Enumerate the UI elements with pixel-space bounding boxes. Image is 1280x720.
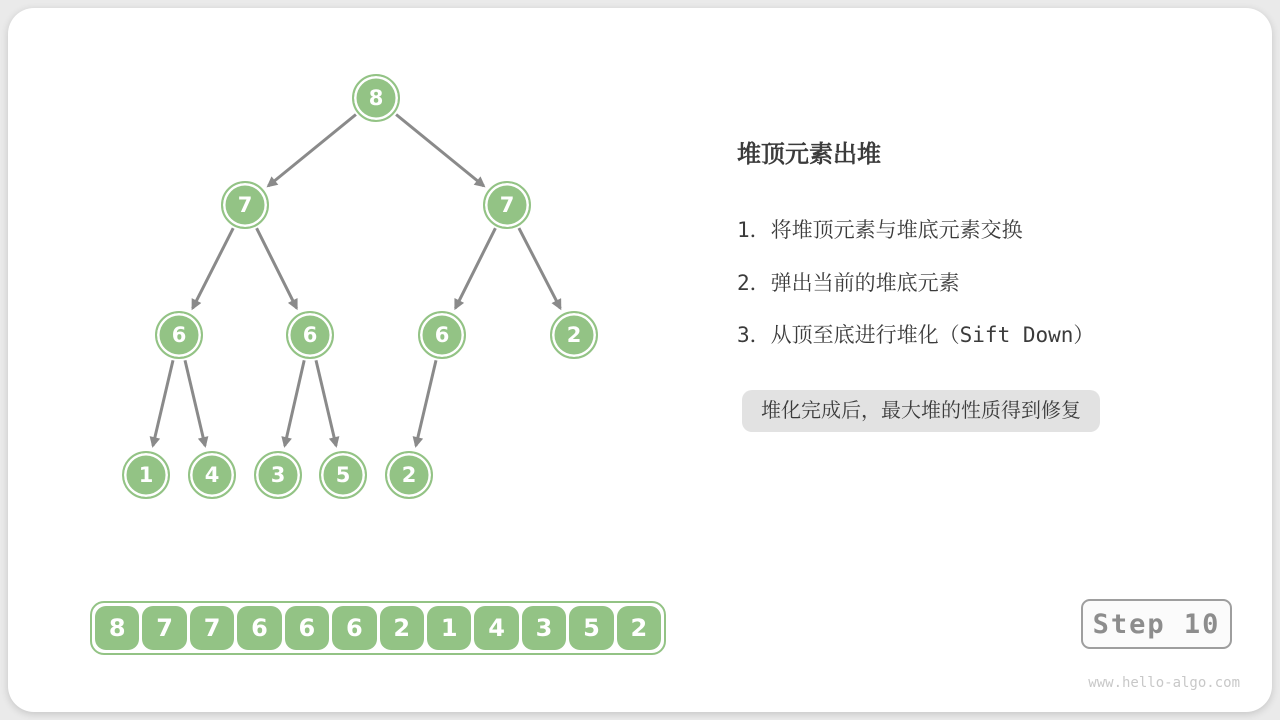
tree-node [221, 181, 269, 229]
tree-edge [316, 360, 336, 446]
tree-node-value: 5 [335, 463, 351, 487]
tree-edge [519, 228, 560, 308]
array-cell: 6 [285, 606, 329, 650]
tree-edge [455, 228, 495, 308]
array-cell: 7 [142, 606, 186, 650]
tree-node-value: 3 [270, 463, 286, 487]
array-cell: 7 [190, 606, 234, 650]
tree-node [550, 311, 598, 359]
tree-node-value: 2 [401, 463, 417, 487]
tree-node-value: 6 [434, 323, 450, 347]
tree-node [155, 311, 203, 359]
array-cell: 2 [617, 606, 661, 650]
array-cell: 1 [427, 606, 471, 650]
tree-edge [416, 360, 436, 446]
tree-node [286, 311, 334, 359]
array-cell: 3 [522, 606, 566, 650]
tree-node [319, 451, 367, 499]
heap-array [90, 601, 666, 655]
tree-node-value: 2 [566, 323, 582, 347]
tree-node-value: 1 [138, 463, 154, 487]
instruction-step-3: 3．从顶至底进行堆化（Sift Down） [737, 323, 1095, 347]
step-badge [1081, 599, 1232, 649]
tree-edge [257, 228, 297, 308]
array-cell: 6 [332, 606, 376, 650]
tree-node [418, 311, 466, 359]
tree-node [352, 74, 400, 122]
tree-edge [285, 360, 305, 446]
tree-node [483, 181, 531, 229]
tree-node-value: 8 [368, 86, 384, 110]
tree-edge [185, 360, 205, 446]
panel-title: 堆顶元素出堆 [737, 141, 881, 168]
instruction-step-2: 2．弹出当前的堆底元素 [737, 271, 960, 295]
tree-node [385, 451, 433, 499]
array-cell: 5 [569, 606, 613, 650]
tree-edge [153, 360, 173, 446]
tree-node-value: 4 [204, 463, 220, 487]
tree-node [188, 451, 236, 499]
array-cell: 6 [237, 606, 281, 650]
note-box: 堆化完成后，最大堆的性质得到修复 [742, 390, 1100, 432]
tree-edge [193, 228, 234, 308]
tree-arrows [0, 0, 720, 520]
tree-node [254, 451, 302, 499]
array-cell: 8 [95, 606, 139, 650]
tree-node-value: 7 [499, 193, 515, 217]
tree-node-value: 6 [171, 323, 187, 347]
step-badge-label: Step 10 [1092, 608, 1221, 640]
tree-edge [268, 115, 356, 187]
array-cell: 4 [474, 606, 518, 650]
website-watermark: www.hello-algo.com [1088, 675, 1240, 691]
tree-node-value: 7 [237, 193, 253, 217]
tree-node-value: 6 [302, 323, 318, 347]
tree-edge [396, 115, 484, 187]
array-cell: 2 [380, 606, 424, 650]
tree-node [122, 451, 170, 499]
instruction-step-1: 1．将堆顶元素与堆底元素交换 [737, 218, 1023, 242]
